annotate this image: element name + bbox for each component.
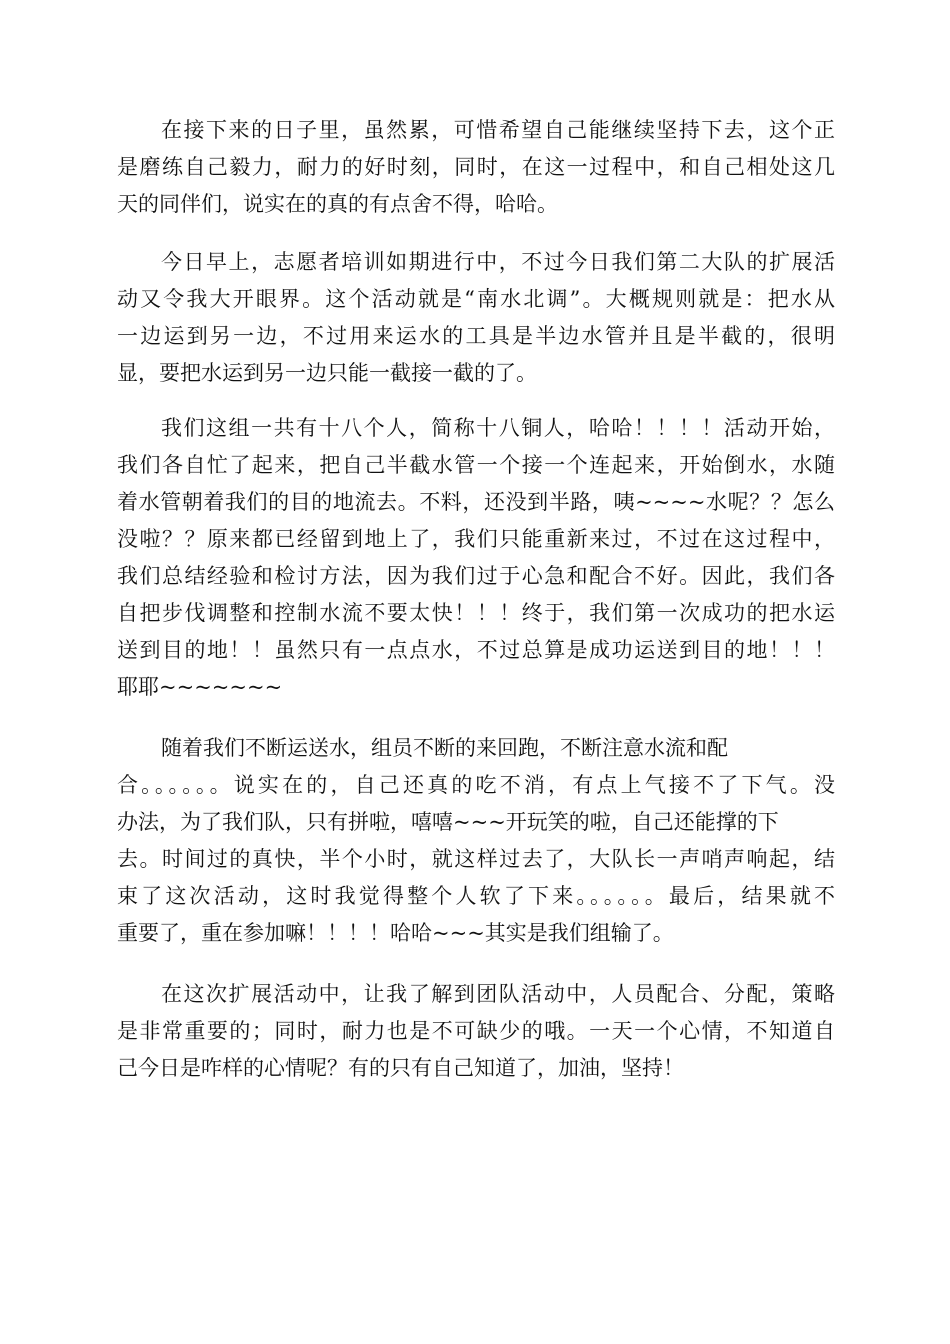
paragraph-2 xyxy=(117,244,835,392)
paragraph-line: 去。时间过的真快，半个小时，就这样过去了，大队长一声哨声响起，结 xyxy=(117,847,835,871)
paragraph-line: 一边运到另一边，不过用来运水的工具是半边水管并且是半截的，很明 xyxy=(117,324,835,348)
paragraph-line: 束了这次活动，这时我觉得整个人软了下来。。。。。。最后，结果就不 xyxy=(117,884,835,908)
paragraph-line: 自把步伐调整和控制水流不要太快！！！终于，我们第一次成功的把水运 xyxy=(117,601,835,625)
paragraph-line: 我们这组一共有十八个人，简称十八铜人，哈哈！！！！活动开始， xyxy=(161,416,835,440)
paragraph-line: 己今日是咋样的心情呢？有的只有自己知道了，加油，坚持！ xyxy=(117,1056,684,1080)
paragraph-5 xyxy=(117,976,835,1087)
paragraph-3 xyxy=(117,410,835,706)
paragraph-4 xyxy=(117,730,835,952)
paragraph-1 xyxy=(117,112,835,223)
paragraph-line: 重要了，重在参加嘛！！！！哈哈~~~其实是我们组输了。 xyxy=(117,921,674,945)
paragraph-line: 没啦？？原来都已经留到地上了，我们只能重新来过，不过在这过程中， xyxy=(117,527,835,551)
paragraph-line: 显，要把水运到另一边只能一截接一截的了。 xyxy=(117,361,537,385)
paragraph-line: 是非常重要的；同时，耐力也是不可缺少的哦。一天一个心情，不知道自 xyxy=(117,1019,835,1043)
paragraph-line: 天的同伴们，说实在的真的有点舍不得，哈哈。 xyxy=(117,192,558,216)
paragraph-line: 动又令我大开眼界。这个活动就是“南水北调”。大概规则就是：把水从 xyxy=(117,287,835,311)
paragraph-line: 合。。。。。。说实在的，自己还真的吃不消，有点上气接不了下气。没 xyxy=(117,773,835,797)
paragraph-line: 是磨练自己毅力，耐力的好时刻，同时，在这一过程中，和自己相处这几 xyxy=(117,155,835,179)
paragraph-line: 办法，为了我们队，只有拼啦，嘻嘻~~~开玩笑的啦，自己还能撑的下 xyxy=(117,810,779,834)
paragraph-line: 随着我们不断运送水，组员不断的来回跑，不断注意水流和配 xyxy=(161,736,728,760)
paragraph-line: 耶耶~~~~~~~ xyxy=(117,675,283,699)
paragraph-line: 在接下来的日子里，虽然累，可惜希望自己能继续坚持下去，这个正 xyxy=(161,118,835,142)
paragraph-line: 在这次扩展活动中，让我了解到团队活动中，人员配合、分配，策略 xyxy=(161,982,835,1006)
paragraph-line: 送到目的地！！虽然只有一点点水，不过总算是成功运送到目的地！！！ xyxy=(117,638,835,662)
paragraph-line: 我们总结经验和检讨方法，因为我们过于心急和配合不好。因此，我们各 xyxy=(117,564,835,588)
paragraph-line: 着水管朝着我们的目的地流去。不料，还没到半路，咦~~~~水呢？？怎么 xyxy=(117,490,835,514)
paragraph-line: 今日早上，志愿者培训如期进行中，不过今日我们第二大队的扩展活 xyxy=(161,250,835,274)
paragraph-line: 我们各自忙了起来，把自己半截水管一个接一个连起来，开始倒水，水随 xyxy=(117,453,835,477)
